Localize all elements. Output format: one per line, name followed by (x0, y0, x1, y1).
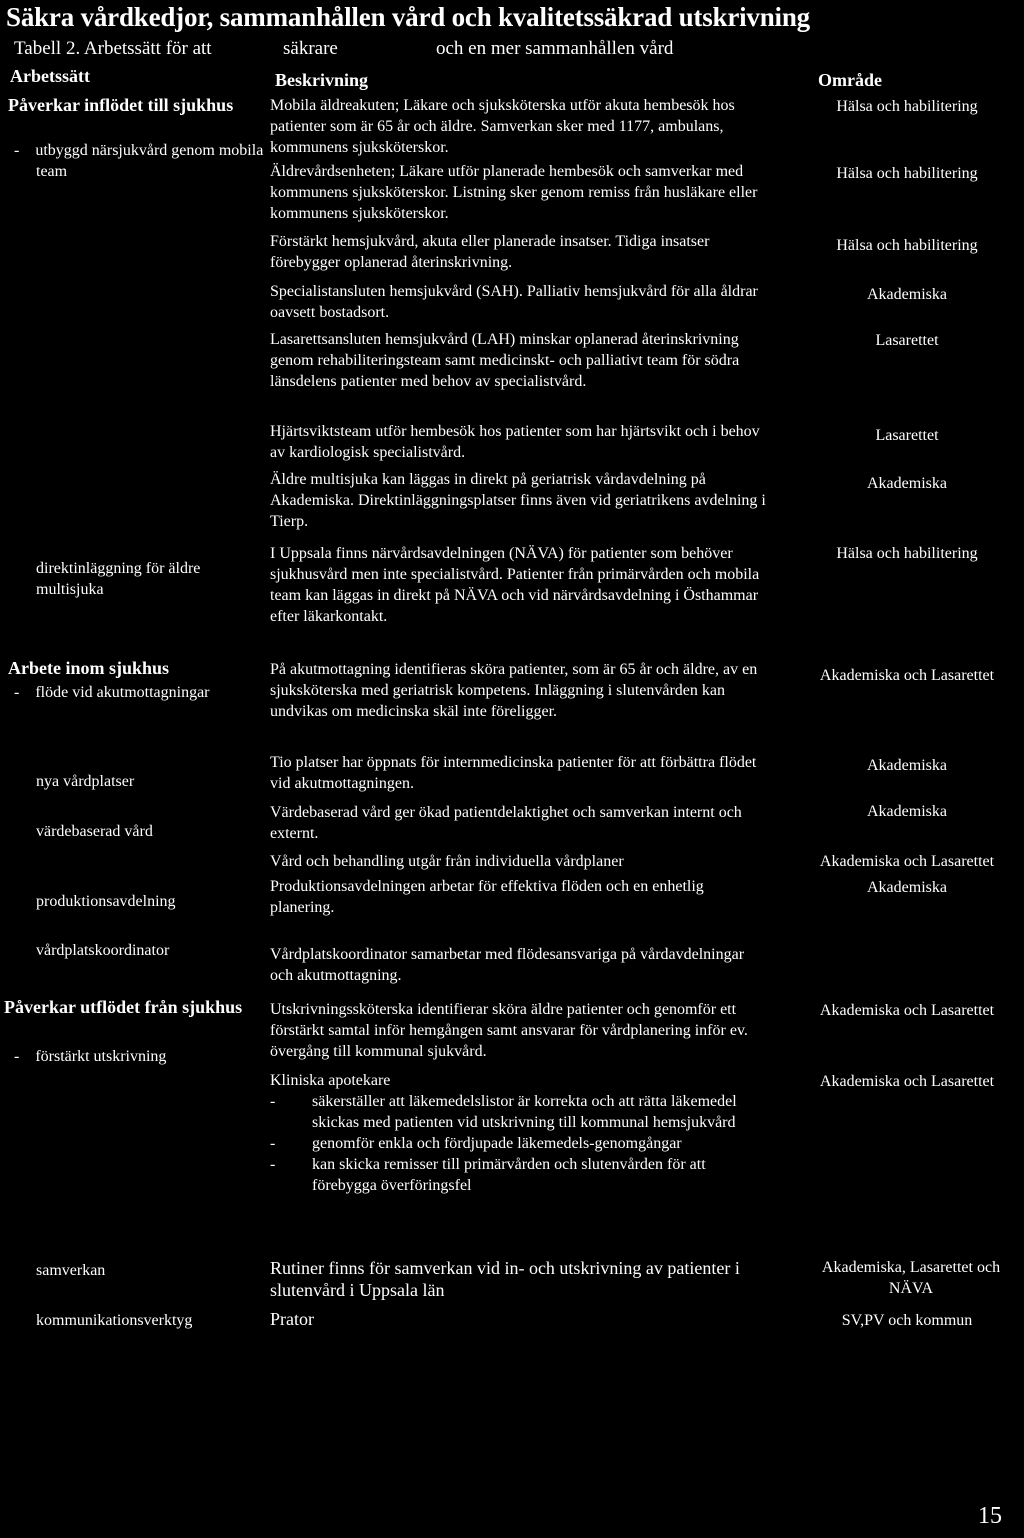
table-cell-desc: Utskrivningssköterska identifierar sköra äldre patienter och genomför ett förstärkt samtal inför hemgången samt ansvarar för vårdplanering inför ev. övergång till kommunal sjukvård. (270, 1001, 748, 1060)
table-cell-area: Lasarettet (875, 332, 939, 349)
table-cell-area: Lasarettet (875, 427, 939, 444)
table-cell-area: Akademiska och Lasarettet (819, 667, 995, 684)
header-omrade: Område (818, 70, 882, 90)
pharmacist-heading: Kliniska apotekare (270, 1072, 391, 1089)
table-cell-area: Akademiska (867, 757, 947, 774)
table-cell-desc (270, 1070, 770, 1196)
section-inom-sjukhus: Arbete inom sjukhus (8, 658, 170, 678)
page-title: Säkra vårdkedjor, sammanhållen vård och kvalitetssäkrad utskrivning (6, 2, 810, 32)
table-cell-desc: Tio platser har öppnats för internmedicinska patienter för att förbättra flödet vid akutmottagningen. (270, 754, 757, 792)
page-number: 15 (978, 1503, 1002, 1529)
table-cell-desc: I Uppsala finns närvårdsavdelningen (NÄVA) för patienter som behöver sjukhusvård men inte specialistvård. Patienter från primärvården och mobila team kan läggas in direkt på NÄVA och vid närvårdsavdelning i Östhammar efter läkarkontakt. (270, 545, 760, 625)
table-caption-word: säkrare (283, 38, 338, 59)
table-cell-desc: Produktionsavdelningen arbetar för effektiva flöden och en enhetlig planering. (270, 878, 704, 916)
table-cell-area: Hälsa och habilitering (836, 545, 978, 562)
table-cell-area: Akademiska och Lasarettet (819, 853, 995, 870)
left-item: nya vårdplatser (36, 773, 135, 790)
table-cell-desc: Rutiner finns för samverkan vid in- och utskrivning av patienter i slutenvård i Uppsala län (270, 1258, 740, 1300)
table-cell-desc: Vård och behandling utgår från individuella vårdplaner (270, 853, 624, 870)
table-cell-area: Akademiska och Lasarettet (819, 1002, 995, 1019)
table-cell-area: Hälsa och habilitering (836, 165, 978, 182)
list-item: - genomför enkla och fördjupade läkemedels-genomgångar (270, 1133, 770, 1154)
table-cell-area: SV,PV och kommun (841, 1312, 973, 1329)
table-caption: Tabell 2. Arbetssätt för att (14, 38, 212, 59)
left-item: vårdplatskoordinator (36, 942, 170, 959)
table-cell-desc: På akutmottagning identifieras sköra patienter, som är 65 år och äldre, av en sjuksköterska med geriatrisk kompetens. Inläggning i slutenvården kan undvikas om medicinska skäl inte föreligger. (270, 661, 758, 720)
table-cell-desc: Äldre multisjuka kan läggas in direkt på geriatrisk vårdavdelning på Akademiska. Direktinläggningsplatser finns även vid geriatrikens avdelning i Tierp. (270, 471, 766, 530)
pharmacist-list (270, 1091, 770, 1196)
table-cell-area: Akademiska (867, 286, 947, 303)
left-item: produktionsavdelning (36, 893, 176, 910)
table-cell-desc: Vårdplatskoordinator samarbetar med flödesansvariga på vårdavdelningar och akutmottagning. (270, 946, 745, 984)
left-item: direktinläggning för äldre multisjuka (36, 560, 201, 598)
table-cell-desc: Förstärkt hemsjukvård, akuta eller planerade insatser. Tidiga insatser förebygger oplanerad återinskrivning. (270, 233, 710, 271)
list-item: - säkerställer att läkemedelslistor är korrekta och att rätta läkemedel skickas med patienten vid utskrivning till kommunal hemsjukvård (270, 1091, 770, 1133)
left-item: värdebaserad vård (36, 823, 153, 840)
left-item: - förstärkt utskrivning (14, 1048, 167, 1065)
left-item: samverkan (36, 1262, 106, 1279)
header-beskrivning: Beskrivning (275, 70, 369, 90)
table-cell-area: Hälsa och habilitering (836, 98, 978, 115)
table-caption-end: och en mer sammanhållen vård (436, 38, 674, 59)
left-item: kommunikationsverktyg (36, 1312, 193, 1329)
section-inflode: Påverkar inflödet till sjukhus (8, 95, 234, 115)
table-cell-desc: Prator (270, 1309, 314, 1329)
table-cell-desc: Värdebaserad vård ger ökad patientdelaktighet och samverkan internt och externt. (270, 804, 742, 842)
list-item: - kan skicka remisser till primärvården och slutenvården för att förebygga överföringsfel (270, 1154, 770, 1196)
section-utflode: Påverkar utflödet från sjukhus (4, 997, 243, 1017)
table-cell-desc: Hjärtsviktsteam utför hembesök hos patienter som har hjärtsvikt och i behov av kardiologisk specialistvård. (270, 423, 760, 461)
table-cell-area: Akademiska och Lasarettet (819, 1073, 995, 1090)
left-item: - utbyggd närsjukvård genom mobila team (14, 142, 264, 180)
table-cell-area: Hälsa och habilitering (836, 237, 978, 254)
table-cell-area: Akademiska (867, 803, 947, 820)
table-cell-desc: Mobila äldreakuten; Läkare och sjuksköterska utför akuta hembesök hos patienter som är 65 år och äldre. Samverkan sker med 1177, ambulans, kommunens sjuksköterskor. (270, 97, 735, 156)
table-cell-area: Akademiska, Lasarettet och NÄVA (821, 1259, 1001, 1297)
table-cell-desc: Specialistansluten hemsjukvård (SAH). Palliativ hemsjukvård för alla åldrar oavsett bostadsort. (270, 283, 758, 321)
table-cell-area: Akademiska (867, 475, 947, 492)
table-cell-area: Akademiska (867, 879, 947, 896)
table-cell-desc: Äldrevårdsenheten; Läkare utför planerade hembesök och samverkar med kommunens sjuksköterskor. Listning sker genom remiss från husläkare eller kommunens sjuksköterskor. (270, 163, 758, 222)
left-item: - flöde vid akutmottagningar (14, 684, 210, 701)
table-cell-desc: Lasarettsansluten hemsjukvård (LAH) minskar oplanerad återinskrivning genom rehabiliteringsteam samt medicinskt- och palliativt team för södra länsdelens patienter med behov av specialistvård. (270, 331, 740, 390)
header-arbetssatt: Arbetssätt (10, 66, 90, 86)
